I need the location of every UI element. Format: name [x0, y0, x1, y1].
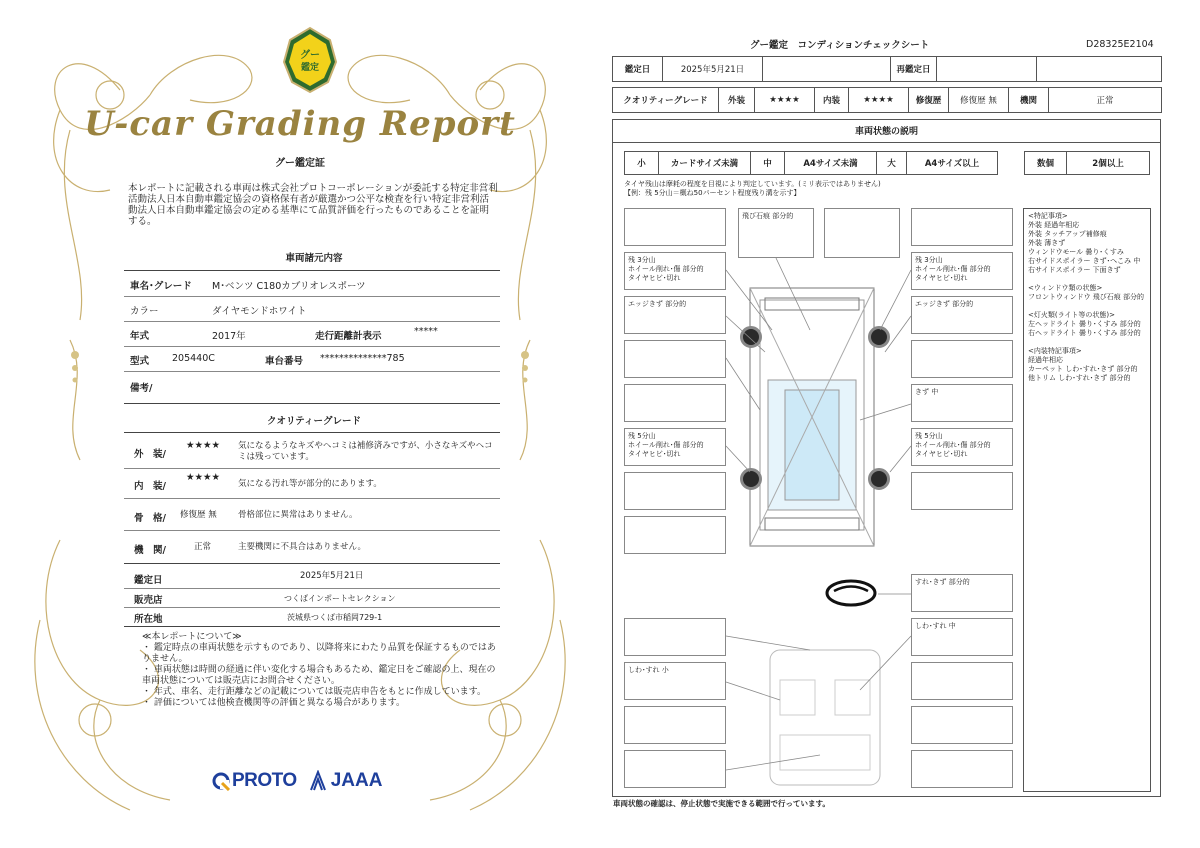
- mileage-label: 走行距離計表示: [315, 331, 382, 342]
- box-int-r1-text: しわ･すれ 中: [915, 622, 956, 630]
- report-notes: [142, 632, 502, 709]
- date-value: 2025年5月21日: [663, 57, 763, 81]
- note-line: 他トリム しわ･すれ･きず 部分的: [1028, 374, 1131, 382]
- note-line: カーペット しわ･すれ･きず 部分的: [1028, 365, 1138, 373]
- box-l-edge-text: エッジきず 部分的: [628, 300, 687, 308]
- badge-text-1: グー: [300, 50, 320, 61]
- report-title: U-car Grading Report: [84, 104, 516, 144]
- engine-label: 機 関/: [134, 545, 166, 556]
- legend-s-desc: カードサイズ未満: [659, 152, 751, 174]
- quality-heading: クオリティーグレード: [266, 416, 362, 427]
- int-label: 内装: [815, 88, 849, 112]
- intro-text: 本レポートに記載される車両は株式会社プロトコーポレーションが委託する特定非営利活動法人日本自動車鑑定協会の資格保有者が厳選かつ公平な検査を行い特定非営利活動法人日本自動車鑑定協会の定める基準にて品質評価を行ったものであることを証明する。: [128, 183, 498, 227]
- note-line: 外装 タッチアップ補修痕: [1028, 230, 1107, 238]
- tire-note-1: タイヤ残山は摩耗の程度を目視により判定しています。(ミリ表示ではありません): [624, 180, 881, 188]
- ext-value: ★★★★: [755, 88, 815, 112]
- box-r-edge-text: エッジきず 部分的: [915, 300, 974, 308]
- note-line: 右サイドスポイラー きず･へこみ 中: [1028, 257, 1141, 265]
- model-value: 205440C: [172, 353, 215, 364]
- note-line: 経過年相応: [1028, 356, 1063, 364]
- chassis-value: **************785: [320, 353, 405, 364]
- exterior-text: 気になるようなキズやヘコミは補修済みですが、小さなキズやヘコミは残っています。: [238, 441, 493, 462]
- note-item: ・ 評価については他検査機関等の評価と異なる場合があります。: [142, 698, 405, 708]
- engine-label: 機関: [1009, 88, 1049, 112]
- box-steering-text: すれ･きず 部分的: [915, 578, 970, 586]
- repair-label: 修復歴: [909, 88, 949, 112]
- date-value: 2025年5月21日: [300, 571, 364, 581]
- addr-label: 所在地: [134, 614, 163, 625]
- shop-value: つくばインポートセレクション: [284, 594, 396, 603]
- engine-value: 正常: [194, 542, 212, 552]
- note-item: ・ 鑑定時点の車両状態を示すものであり、以降将来にわたり品質を保証するものではありません。: [142, 643, 496, 664]
- interior-stars: ★★★★: [186, 472, 221, 483]
- repair-value: 修復歴 無: [949, 88, 1009, 112]
- note-item: ・ 車両状態は時間の経過に伴い変化する場合もあるため、鑑定日をご確認の上、現在の車両状態については販売店にお問合せください。: [142, 665, 496, 686]
- tire-note-2: 【例：残 5分山＝概ね50パーセント程度残り溝を示す】: [624, 189, 801, 197]
- legend-m-desc: A4サイズ未満: [785, 152, 877, 174]
- interior-text: 気になる汚れ等が部分的にあります。: [238, 479, 382, 489]
- color-label: カラー: [130, 306, 159, 317]
- note-line: <ウィンドウ類の状態>: [1028, 284, 1103, 292]
- note-line: 左ヘッドライト 曇り･くすみ 部分的: [1028, 320, 1141, 328]
- int-value: ★★★★: [849, 88, 909, 112]
- special-notes: [1023, 208, 1151, 792]
- legend-l-desc: A4サイズ以上: [924, 159, 980, 169]
- date-label: 鑑定日: [134, 575, 163, 586]
- section-title: 車両状態の説明: [612, 119, 1161, 143]
- shop-label: 販売店: [134, 595, 163, 606]
- note-line: 右サイドスポイラー 下面きず: [1028, 266, 1121, 274]
- legend-count-label: 数個: [1025, 152, 1067, 174]
- sheet-title: グー鑑定 コンディションチェックシート: [750, 40, 930, 51]
- exterior-stars: ★★★★: [186, 440, 221, 451]
- legend-m: 中: [751, 152, 785, 174]
- jaaa-logo: JAAA: [309, 770, 383, 792]
- reinspect-label: 再鑑定日: [891, 57, 937, 81]
- engine-text: 主要機関に不具合はありません。: [238, 542, 367, 552]
- note-line: 外装 薄きず: [1028, 239, 1066, 247]
- box-r-scratch-text: きず 中: [915, 388, 939, 396]
- grade-label: クオリティーグレード: [613, 88, 719, 112]
- box-fl-text: 残 3分山 ホイール削れ･傷 部分的 タイヤヒビ･切れ: [628, 256, 704, 282]
- note-line: <灯火類(ライト等の状態)>: [1028, 311, 1115, 319]
- box-top-center-text: 飛び石痕 部分的: [742, 212, 794, 220]
- date-label: 鑑定日: [613, 57, 663, 81]
- name-value: M･ベンツ C180カブリオレスポーツ: [212, 281, 366, 292]
- name-label: 車名･グレード: [130, 281, 192, 292]
- exterior-label: 外 装/: [134, 449, 166, 460]
- note-line: <特記事項>: [1028, 212, 1068, 220]
- badge-text-2: 鑑定: [300, 63, 319, 73]
- chassis-label: 車台番号: [265, 356, 304, 367]
- box-int-l2-text: しわ･すれ 小: [628, 666, 669, 674]
- engine-value: 正常: [1096, 96, 1114, 106]
- model-label: 型式: [130, 356, 150, 367]
- jaaa-mark-icon: [309, 770, 327, 792]
- legend-l: 大: [877, 152, 907, 174]
- doc-id: D28325E2104: [1086, 39, 1154, 50]
- color-value: ダイヤモンドホワイト: [212, 306, 307, 317]
- note-line: [1028, 302, 1146, 311]
- spec-heading: 車両諸元内容: [285, 253, 343, 264]
- note-line: フロントウィンドウ 飛び石痕 部分的: [1028, 293, 1145, 301]
- interior-label: 内 装/: [134, 481, 166, 492]
- condition-check-sheet: [600, 0, 1200, 848]
- ext-label: 外装: [719, 88, 755, 112]
- note-item: ・ 年式、車名、走行距離などの記載については販売店申告をもとに作成しています。: [142, 687, 486, 697]
- year-value: 2017年: [212, 331, 246, 342]
- box-fr-text: 残 3分山 ホイール削れ･傷 部分的 タイヤヒビ･切れ: [915, 256, 991, 282]
- note-line: 外装 経過年相応: [1028, 221, 1080, 229]
- frame-value: 修復歴 無: [180, 510, 217, 520]
- addr-value: 茨城県つくば市稲岡729-1: [287, 613, 383, 622]
- notes-heading: ≪本レポートについて≫: [142, 632, 242, 642]
- remarks-label: 備考/: [130, 383, 153, 394]
- frame-label: 骨 格/: [134, 513, 166, 524]
- note-line: [1028, 338, 1146, 347]
- sheet-footer: 車両状態の確認は、停止状態で実施できる範囲で行っています。: [613, 799, 830, 808]
- cert-heading: グー鑑定証: [275, 158, 325, 169]
- logos: [212, 770, 382, 792]
- box-rr-text: 残 5分山 ホイール削れ･傷 部分的 タイヤヒビ･切れ: [915, 432, 991, 458]
- note-line: <内装特記事項>: [1028, 347, 1082, 355]
- proto-logo: PROTO: [212, 770, 297, 792]
- legend-s: 小: [625, 152, 659, 174]
- note-line: 右ヘッドライト 曇り･くすみ 部分的: [1028, 329, 1141, 337]
- box-rl-text: 残 5分山 ホイール削れ･傷 部分的 タイヤヒビ･切れ: [628, 432, 704, 458]
- legend-count-desc: 2個以上: [1092, 159, 1124, 169]
- note-line: [1028, 275, 1146, 284]
- proto-mark-icon: [212, 771, 230, 791]
- frame-text: 骨格部位に異常はありません。: [238, 510, 358, 520]
- year-label: 年式: [130, 331, 150, 342]
- note-line: ウィンドウモール 曇り･くすみ: [1028, 248, 1124, 256]
- mileage-value: *****: [414, 326, 438, 337]
